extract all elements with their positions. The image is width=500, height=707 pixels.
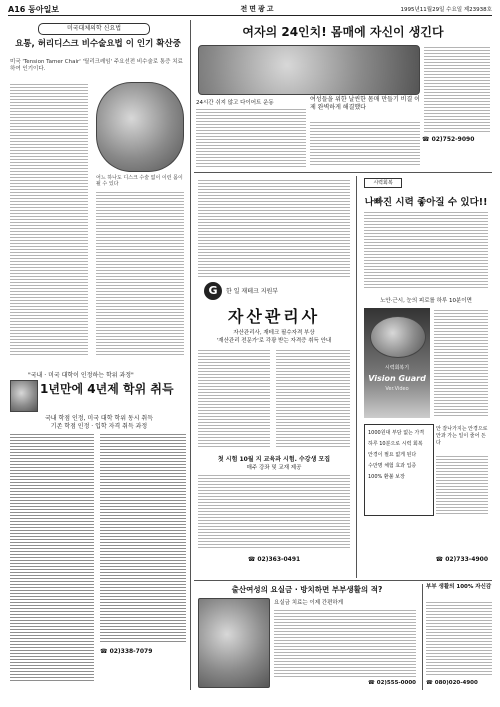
asset-title: 자산관리사	[227, 307, 321, 326]
page-number: A16 동아일보	[8, 5, 60, 14]
degree-sub2: 기존 학점 인정 · 입학 자격 취득 과정	[50, 423, 148, 430]
left-ad-body-col2	[96, 190, 184, 357]
diet-sub: 24시간 쉬지 않고 다이어트 운동	[196, 100, 274, 106]
bottom-center-sub: 요실금 치료는 이제 간편하게	[274, 600, 344, 606]
vision-device-box	[364, 308, 430, 418]
asset-sub2: '재산관리 전문가'로 각광 받는 자격증 취득 안내	[216, 338, 332, 344]
diet-body-c	[424, 45, 490, 133]
degree-ad	[8, 370, 188, 690]
vision-list-item: 안경이 필요 없게 된다	[368, 452, 417, 458]
vision-list-item: 1000원대 부담 없는 가격	[368, 430, 425, 436]
diet-ad	[194, 20, 492, 170]
asset-logo-text: G	[208, 284, 218, 297]
divider-left	[190, 20, 191, 690]
bottom-right-ad	[426, 584, 492, 690]
asset-body-col3	[198, 473, 350, 548]
divider-center-top	[194, 172, 492, 173]
diet-body-a	[196, 107, 306, 167]
vision-list-item: 하루 10분으로 시력 회복	[368, 441, 423, 447]
bottom-center-ad	[194, 584, 420, 690]
left-ad-tag: 미국대체의학 신요법	[38, 23, 150, 35]
asset-logo	[204, 282, 222, 300]
massage-device-photo	[96, 82, 184, 172]
vision-badge: 시력회복	[364, 178, 402, 188]
bottom-right-phone: ☎ 080)020-4900	[426, 680, 478, 686]
asset-intro-text	[198, 178, 350, 278]
diet-lead: 여성들을 위한 날씬한 몸매 만들기 비결 이제 완벽하게 해결했다	[310, 96, 420, 111]
diet-headline: 여자의 24인치! 몸매에 자신이 생긴다	[242, 25, 444, 39]
asset-body-col1	[198, 348, 270, 448]
diet-body-b	[310, 120, 420, 167]
asset-phone: ☎ 02)363-0491	[247, 556, 301, 563]
asset-ad	[194, 176, 354, 578]
section-title: 전면광고	[240, 5, 276, 13]
vision-body	[364, 210, 488, 290]
vision-phone: ☎ 02)733-4900	[435, 556, 488, 563]
page-header	[8, 3, 492, 16]
vision-brand-sub: Ver.Video	[385, 386, 409, 392]
vision-side-text	[434, 308, 488, 418]
bottom-center-photo	[198, 598, 270, 688]
vision-side-note: 안 잘나가지는 안경으로 안과 가는 일이 줄어 든다	[436, 426, 488, 446]
vision-device-caption: 시력회복기	[384, 365, 410, 371]
vision-ad	[360, 176, 492, 578]
vision-headline: 나빠진 시력 좋아질 수 있다!!	[364, 197, 488, 208]
divider-bottom	[194, 580, 492, 581]
left-ad-headline: 요통, 허리디스크 비수술요법 이 인기 확산중	[15, 39, 181, 49]
bottom-center-phone: ☎ 02)555-0000	[367, 680, 416, 686]
vision-list-item: 100% 환불 보장	[368, 474, 405, 480]
degree-kicker: "국내 · 미국 대학이 인정하는 학위 과정"	[28, 372, 134, 379]
degree-body-col2	[100, 432, 186, 642]
asset-kicker: 한 일 재테크 지원부	[226, 288, 279, 295]
left-ad-body-col1	[10, 82, 88, 357]
issue-date: 1995년11월29일 수요일 제23938호	[400, 7, 492, 13]
degree-body-col1	[10, 432, 94, 682]
divider-center	[356, 176, 357, 578]
asset-sub1: 자산관리사, 재테크 필수자격 부상	[233, 330, 315, 336]
left-ad-photo-caption: 어느 하나도 디스크 수술 없이 이런 몸이 될 수 있다	[96, 175, 183, 187]
bottom-center-headline: 출산여성의 요실금 · 방치하면 부부생활의 적?	[231, 585, 383, 594]
left-ad	[8, 20, 188, 365]
asset-box-line: 매주 강좌 및 교재 제공	[246, 465, 302, 471]
goggle-device-photo	[370, 316, 426, 358]
vision-sub: 노안·근시, 눈의 피로를 하루 10분이면	[380, 298, 472, 304]
asset-body-col2	[276, 348, 350, 448]
vision-brand: Vision Guard	[368, 374, 426, 383]
diet-device-photo	[198, 45, 420, 95]
graduate-photo	[10, 380, 38, 412]
degree-sub: 국내 학점 인정, 미국 대학 학위 동시 취득	[45, 415, 153, 422]
vision-list-item: 수만명 체험 효과 입증	[368, 463, 417, 469]
left-ad-lead: 미국 'Tension Tamer Chair' '틸리크레임' 주요선전 비수술로 통증 치료하여 인기이다.	[10, 59, 183, 72]
degree-phone: ☎ 02)338-7079	[100, 648, 153, 655]
bottom-center-body	[274, 608, 416, 678]
diet-phone: ☎ 02)752-9090	[422, 136, 475, 143]
bottom-right-title: 부부 생활의 100% 자신감	[426, 584, 492, 590]
degree-headline: 1년만에 4년제 학위 취득	[40, 382, 174, 396]
divider-bottom-right	[422, 584, 423, 690]
bottom-right-body	[426, 600, 492, 676]
vision-list	[364, 424, 434, 516]
vision-side-body	[436, 454, 488, 514]
asset-box-title: 첫 시험 10월 지 교육과 시험. 수강생 모집	[217, 456, 331, 463]
